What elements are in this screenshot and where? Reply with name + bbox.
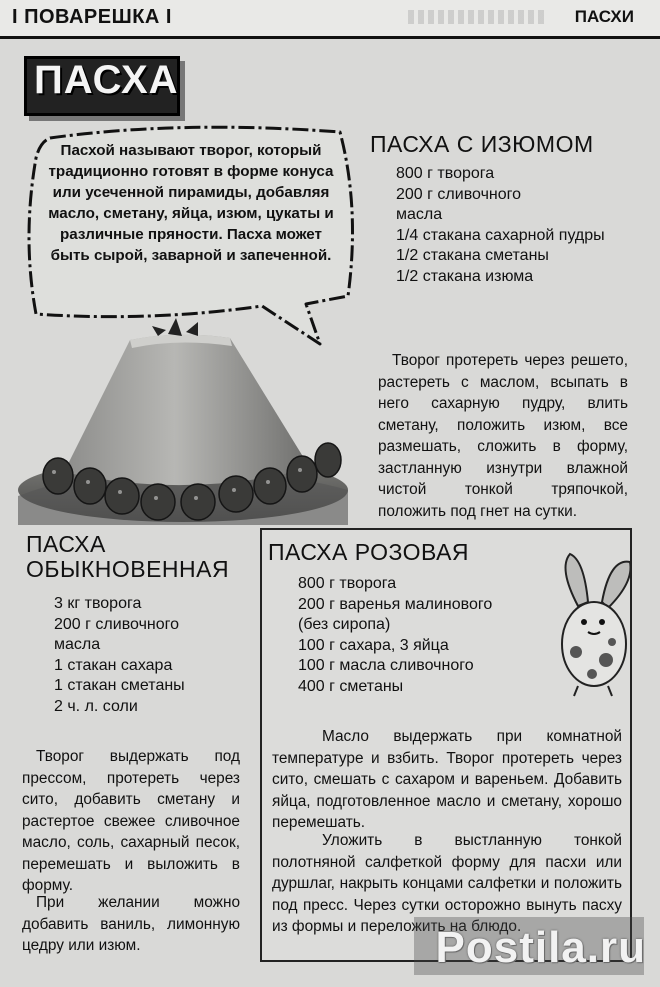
ingredients-plain — [54, 594, 254, 717]
ingredient-item: 1 стакан сметаны — [54, 677, 185, 694]
ingredient-item: 1/4 стакана сахарной пудры — [396, 226, 605, 244]
ingredient-item: 400 г сметаны — [298, 677, 404, 695]
section-name: І ПОВАРЕШКА І — [12, 6, 172, 28]
paskha-dessert-image — [18, 300, 348, 525]
watermark-logo: Postila.ru — [435, 923, 646, 972]
easter-egg-bunny-icon — [548, 548, 640, 698]
method-plain: Творог выдержать под прессом, протереть через сито, добавить сметану и растертое свежее сливочное масло, соль, сахарный песок, перемешать и выложить в форму. — [22, 748, 240, 894]
ingredient-item: 200 г сливочного масла — [396, 185, 522, 223]
ingredients-raisin — [396, 164, 616, 287]
page-header — [0, 0, 660, 39]
recipe-title-plain-line2: ОБЫКНОВЕННАЯ — [26, 556, 230, 582]
ingredient-item: 1/2 стакана сметаны — [396, 247, 549, 264]
header-faded-print — [408, 10, 548, 24]
recipe-title-pink: ПАСХА РОЗОВАЯ — [268, 539, 470, 565]
ingredient-item: 100 г масла сливочного — [298, 657, 474, 674]
ingredient-item: 200 г варенья малинового — [298, 595, 493, 613]
ingredient-item: 100 г сахара, 3 яйца — [298, 636, 449, 654]
ingredient-item: 2 ч. л. соли — [54, 697, 138, 715]
ingredient-item: 1 стакан сахара — [54, 656, 173, 674]
rubric-name: ПАСХИ — [574, 7, 634, 26]
method-plain-note: При желании можно добавить ваниль, лимонную цедру или изюм. — [22, 894, 240, 954]
ingredient-item: 3 кг творога — [54, 595, 142, 612]
ingredient-item: 200 г сливочного масла — [54, 615, 180, 653]
method-pink-continued: Уложить в выстланную тонкой полотняной салфеткой форму для пасхи или дуршлаг, накрыть концами салфетки и положить под пресс. Через сутки осторожно вынуть пасху из формы и переложить на блюдо. — [272, 832, 622, 935]
ingredient-item: (без сиропа) — [298, 616, 391, 633]
recipe-title-plain-line1: ПАСХА — [26, 531, 106, 557]
ingredient-item: 800 г творога — [298, 575, 397, 592]
ingredient-item: 1/2 стакана изюма — [396, 267, 534, 285]
recipe-title-raisin: ПАСХА С ИЗЮМОМ — [370, 131, 594, 157]
ingredients-pink — [298, 574, 558, 697]
method-pink: Масло выдержать при комнатной температуре и взбить. Творог протереть через сито, смешать с сахаром и вареньем. Добавить яйца, подготовленное масло и сметану, хорошо перемешать. — [272, 728, 622, 831]
recipe-title-plain — [26, 532, 229, 582]
page-title: ПАСХА — [34, 58, 179, 102]
method-raisin: Творог протереть через решето, растереть с маслом, всыпать в него сахарную пудру, влить сметану, положить изюм, все размешать, сложить в форму, застланную изнутри влажной чистой тонкой тряпочкой, положить под гнет на сутки. — [378, 352, 628, 520]
ingredient-item: 800 г творога — [396, 165, 495, 182]
intro-text: Пасхой называют творог, который традиционно готовят в форме конуса или усеченной пирамиды, добавляя масло, сметану, яйца, изюм, цукаты и различные пряности. Пасха может быть сырой, заварной и запеченной. — [48, 142, 334, 264]
